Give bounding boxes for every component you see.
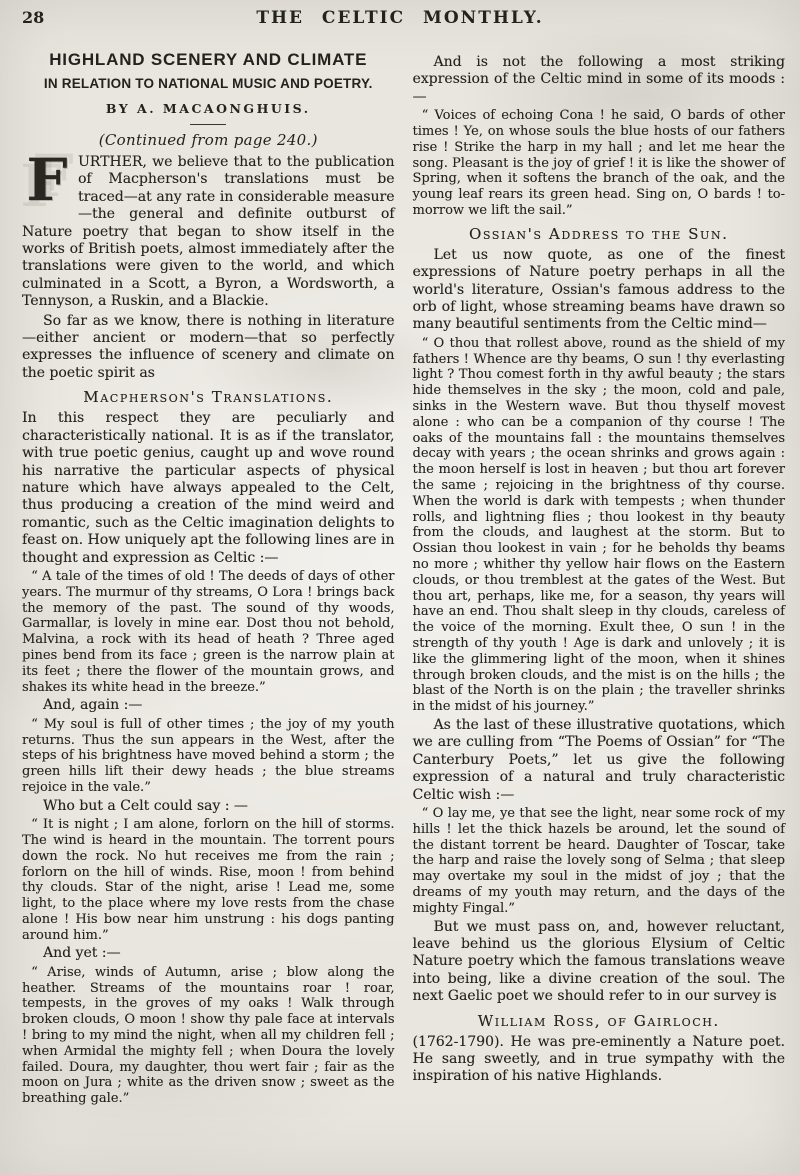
continued-note: (Continued from page 240.) [98,131,318,149]
quote-block: “ Arise, winds of Autumn, arise ; blow along the heather. Streams of the mountains roar ! roar, tempests, in the groves of my oaks ! Walk through broken clouds, O moon ! show thy pale face at intervals ! bring to my mind the night, when all my children fell ; when Armidal the mighty fell ; when Doura the lovely failed. Doura, my daughter, thou wert fair ; fair as the moon on Jura ; white as the driven snow ; sweet as the breathing gale.” [22,964,395,1107]
lead-in-line: Who but a Celt could say : — [43,797,248,814]
left-column [22,42,395,1171]
journal-title: THE CELTIC MONTHLY. [256,8,544,28]
quote-block: “ A tale of the times of old ! The deeds of days of other years. The murmur of thy streams, O Lora ! brings back the memory of the past. The sound of thy woods, Garmallar, is lovely in mine ear. Dost thou not behold, Malvina, a rock with its head of heath ? Three aged pines bend from its face ; green is the narrow plain at its feet ; there the flower of the mountain grows, and shakes its white head in the breeze.” [22,568,395,695]
paragraph: As the last of these illustrative quotations, which we are culling from “The Poems of Ossian” for “The Canterbury Poets,” let us give the following expression of a natural and truly characteristic Celtic wish :— [412,716,785,803]
divider-rule [190,124,226,125]
opening-paragraph-text: URTHER, we believe that to the publication of Macpherson's translations must be traced—at any rate in considerable measure—the general and definite outburst of Nature poetry that began to show itself in the works of British poets, almost immediately after the translations were given to the world, and which culminated in a Scott, a Byron, a Wordsworth, a Tennyson, a Ruskin, and a Blackie. [22,154,395,310]
paragraph: And is not the following a most striking expression of the Celtic mind in some of its moods :— [412,54,785,105]
right-column [413,42,786,1171]
quote-block: “ My soul is full of other times ; the joy of my youth returns. Thus the sun appears in the West, after the steps of his brightness have moved behind a storm ; the green hills lift their dewy heads ; the blue streams rejoice in the vale.” [22,716,395,795]
lead-in-line: And, again :— [43,697,143,714]
opening-paragraph [22,146,395,311]
two-column-layout [22,42,785,1171]
quote-block: “ It is night ; I am alone, forlorn on the hill of storms. The wind is heard in the mountain. The torrent pours down the rock. No hut receives me from the rain ; forlorn on the hill of winds. Rise, moon ! from behind thy clouds. Star of the night, arise ! Lead me, some light, to the place where my love rests from the chase alone ! His bow near him unstrung : his dogs panting around him.” [22,817,395,943]
running-head [0,6,800,36]
article-subtitle: IN RELATION TO NATIONAL MUSIC AND POETRY. [43,76,373,91]
page-number: 28 [22,8,45,27]
paragraph: Let us now quote, as one of the finest expressions of Nature poetry perhaps in all the world's literature, Ossian's famous address to the orb of light, whose streaming beams have drawn so many beautiful sentiments from the Celtic mind— [412,246,785,333]
paragraph: But we must pass on, and, however reluctant, leave behind us the glorious Elysium of Celtic Nature poetry which the famous translations weave into being, like a divine creation of the soul. The next Gaelic poet we should refer to in our survey is [412,918,785,1005]
lead-in-line: And yet :— [43,945,121,962]
dropcap-letter: F [26,146,68,214]
quote-block: “ O thou that rollest above, round as the shield of my fathers ! Whence are thy beams, O sun ! thy everlasting light ? Thou comest forth in thy awful beauty ; the stars hide themselves in the sky ; the moon, cold and pale, sinks in the Western wave. But thou thyself movest alone : who can be a companion of thy course ! The oaks of the mountains fall : the mountains themselves decay with years ; the ocean shrinks and grows again : the moon herself is lost in heaven ; but thou art forever the same ; rejoicing in the brightness of thy course. When the world is dark with tempests ; when thunder rolls, and lightning flies ; thou lookest in thy beauty from the clouds, and laughest at the storm. But to Ossian thou lookest in vain ; for he beholds thy beams no more ; whither thy yellow hair flows on the Eastern clouds, or thou tremblest at the gates of the West. But thou art, perhaps, like me, for a season, thy years will have an end. Thou shalt sleep in thy clouds, careless of the voice of the morning. Exult thee, O sun ! in the strength of thy youth ! Age is dark and unlovely ; it is like the glimmering light of the moon, when it shines through broken clouds, and the mist is on the hills ; the blast of the North is on the plain ; the traveller shrinks in the midst of his journey.” [412,335,785,715]
article-title: HIGHLAND SCENERY AND CLIMATE [49,50,368,69]
section-heading-william-ross: William Ross, of Gairloch. [477,1011,720,1030]
paragraph: In this respect they are peculiarly and characteristically national. It is as if the translator, with true poetic genius, caught up and wove round his narrative the particular aspects of physical nature which have always appealed to the Celt, thus producing a creation of the mind weird and romantic, such as the Celtic imagination delights to feast on. How uniquely apt the following lines are in thought and expression as Celtic :— [22,410,395,566]
byline: BY A. MACAONGHUIS. [105,101,311,116]
quote-block: “ O lay me, ye that see the light, near some rock of my hills ! let the thick hazels be around, let the sound of the distant torrent be heard. Daughter of Toscar, take the harp and raise the lovely song of Selma ; that sleep may overtake my soul in the midst of joy ; that the dreams of my youth may return, and the days of the mighty Fingal.” [412,805,785,916]
paragraph: So far as we know, there is nothing in literature—either ancient or modern—that so perfectly expresses the influence of scenery and climate on the poetic spirit as [22,312,395,381]
quote-block: “ Voices of echoing Cona ! he said, O bards of other times ! Ye, on whose souls the blue hosts of our fathers rise ! Strike the harp in my hall ; and let me hear the song. Pleasant is the joy of grief ! it is like the shower of Spring, when it softens the branch of the oak, and the young leaf rears its green head. Sing on, O bards ! to-morrow we lift the sail.” [412,108,785,218]
section-heading-ossians-address: Ossian's Address to the Sun. [468,224,729,243]
section-heading-macphersons-translations: Macpherson's Translations. [83,388,334,407]
paragraph: (1762-1790). He was pre-eminently a Nature poet. He sang sweetly, and in true sympathy with the inspiration of his native Highlands. [412,1033,785,1085]
